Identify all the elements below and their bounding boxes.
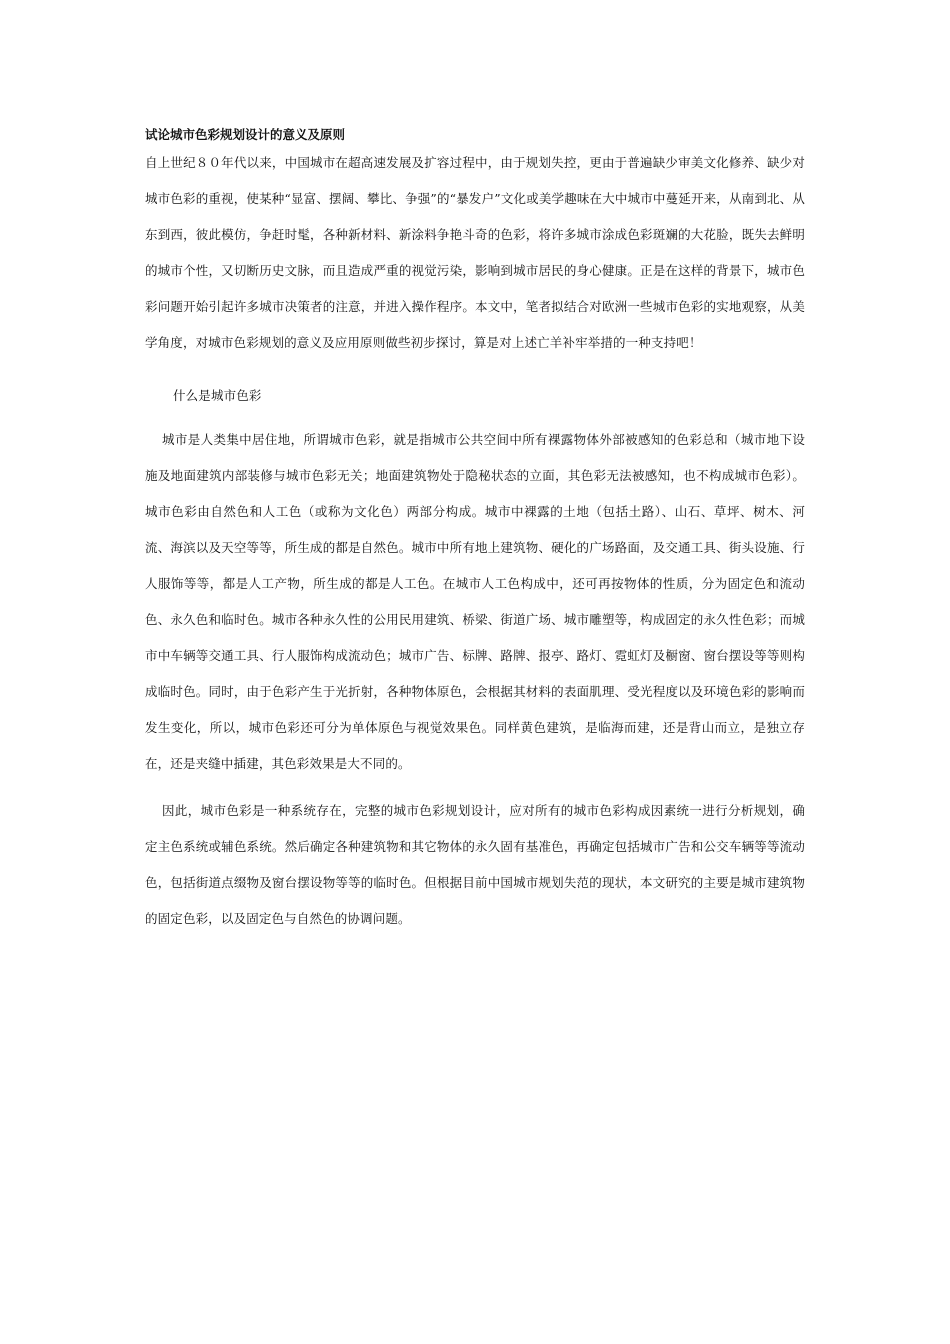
intro-paragraph: 自上世纪８０年代以来，中国城市在超高速发展及扩容过程中，由于规划失控，更由于普遍缺少审美文化修养、缺少对城市色彩的重视，使某种“显富、摆阔、攀比、争强”的“暴发户”文化或美学趣味在大中城市中蔓延开来，从南到北、从东到西，彼此模仿，争赶时髦，各种新材料、新涂料争艳斗奇的色彩，将许多城市涂成色彩斑斓的大花脸，既失去鲜明的城市个性，又切断历史文脉，而且造成严重的视觉污染，影响到城市居民的身心健康。正是在这样的背景下，城市色彩问题开始引起许多城市决策者的注意，并进入操作程序。本文中，笔者拟结合对欧洲一些城市色彩的实地观察，从美学角度，对城市色彩规划的意义及应用原则做些初步探讨，算是对上述亡羊补牢举措的一种支持吧！ bbox=[145, 155, 805, 350]
document-title: 试论城市色彩规划设计的意义及原则 bbox=[145, 127, 346, 142]
body-paragraph-definition: 城市是人类集中居住地，所谓城市色彩，就是指城市公共空间中所有裸露物体外部被感知的色彩总和（城市地下设施及地面建筑内部装修与城市色彩无关；地面建筑物处于隐秘状态的立面，其色彩无法被感知，也不构成城市色彩）。城市色彩由自然色和人工色（或称为文化色）两部分构成。城市中裸露的土地（包括土路）、山石、草坪、树木、河流、海滨以及天空等等，所生成的都是自然色。城市中所有地上建筑物、硬化的广场路面，及交通工具、街头设施、行人服饰等等，都是人工产物，所生成的都是人工色。在城市人工色构成中，还可再按物体的性质，分为固定色和流动色、永久色和临时色。城市各种永久性的公用民用建筑、桥梁、街道广场、城市雕塑等，构成固定的永久性色彩；而城市中车辆等交通工具、行人服饰构成流动色；城市广告、标牌、路牌、报亭、路灯、霓虹灯及橱窗、窗台摆设等等则构成临时色。同时，由于色彩产生于光折射，各种物体原色，会根据其材料的表面肌理、受光程度以及环境色彩的影响而发生变化，所以，城市色彩还可分为单体原色与视觉效果色。同样黄色建筑，是临海而建，还是背山而立，是独立存在，还是夹缝中插建，其色彩效果是大不同的。 bbox=[145, 432, 805, 771]
section-heading: 什么是城市色彩 bbox=[173, 388, 262, 403]
document-page bbox=[145, 126, 805, 937]
body-paragraph-conclusion: 因此，城市色彩是一种系统存在，完整的城市色彩规划设计，应对所有的城市色彩构成因素统一进行分析规划，确定主色系统或辅色系统。然后确定各种建筑物和其它物体的永久固有基准色，再确定包括城市广告和公交车辆等等流动色，包括街道点缀物及窗台摆设物等等的临时色。但根据目前中国城市规划失范的现状，本文研究的主要是城市建筑物的固定色彩，以及固定色与自然色的协调问题。 bbox=[145, 803, 805, 926]
